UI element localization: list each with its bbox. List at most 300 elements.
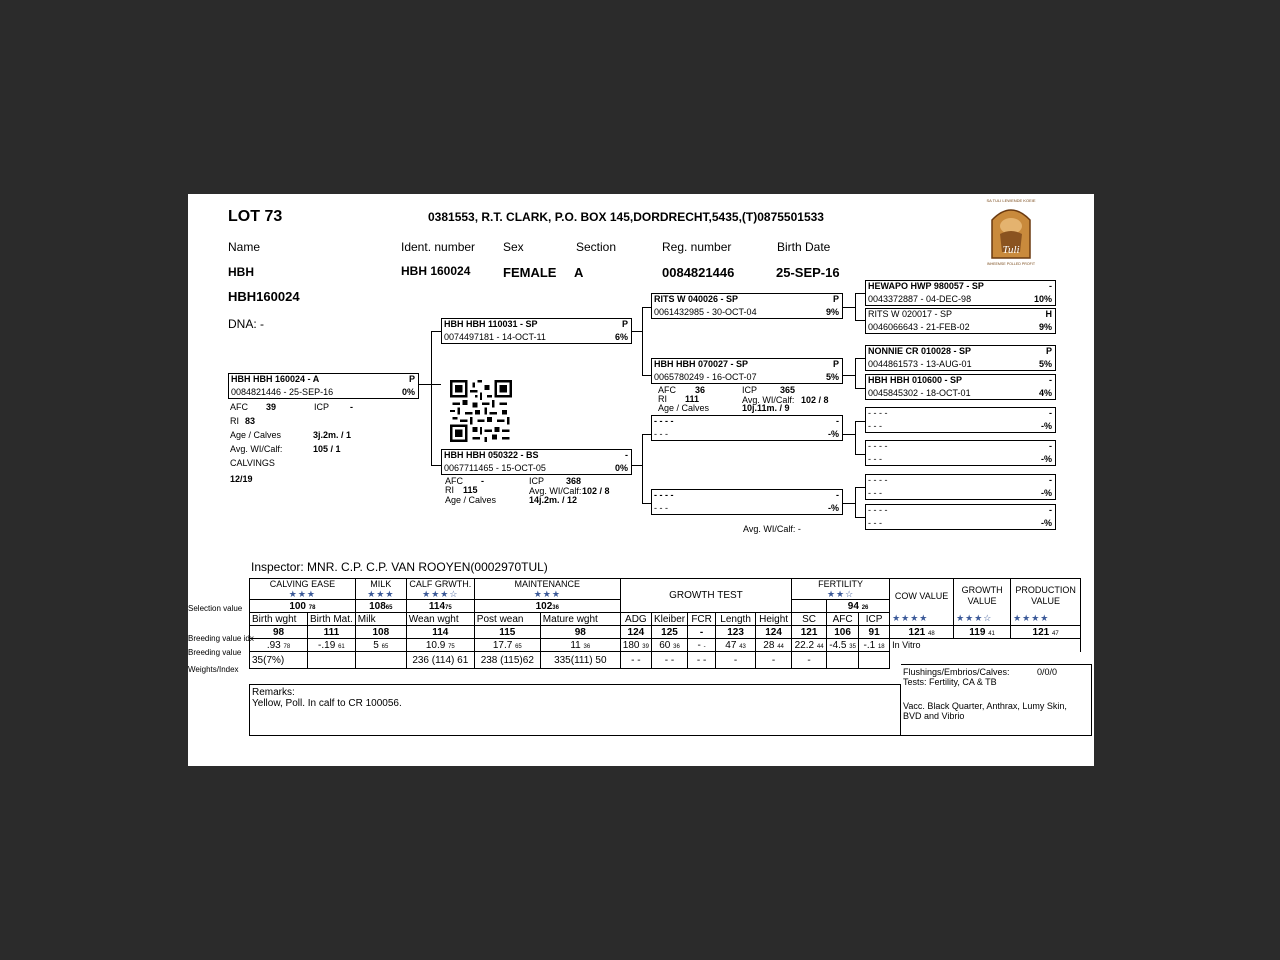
breeding-value-accuracy: 75 [448,643,455,650]
group-header-row [250,579,1081,600]
connector [843,307,855,308]
breeding-value-row [250,639,1081,652]
pedigree-id: RITS W 020017 - SP [868,309,953,319]
pedigree-id: HEWAPO HWP 980057 - SP [868,281,984,291]
calving-ease-header [250,579,356,600]
pedigree-flag: - [836,416,839,426]
selection-calf-acc: 75 [445,604,452,611]
pedigree-reg-date: - - - [868,518,882,528]
breeding-value-accuracy: 36 [673,643,680,650]
reg-label: Reg. number [662,240,732,254]
pedigree-reg-date: 0044861573 - 13-AUG-01 [868,359,972,369]
weights-index-cell [355,652,406,669]
cow-value-stars: ★★★★ [892,613,929,624]
dd-wi: Avg. WI/Calf: - [743,524,801,534]
pedigree-pct: 9% [1038,322,1052,332]
breeding-value: -.1 [863,639,876,651]
self-age: 3j.2m. / 1 [313,430,352,440]
pedigree-id: HBH HBH 070027 - SP [654,359,749,369]
sex-label: Sex [503,240,524,254]
self-ri-label: RI [230,416,239,426]
selection-calving [250,600,356,613]
pedigree-reg-date: - - - [868,421,882,431]
self-icp-label: ICP [314,402,330,412]
pedigree-flag: P [1045,346,1052,356]
breeding-value-cell [859,639,890,652]
breeding-value-accuracy: 18 [877,643,885,650]
connector [419,384,441,385]
connector [855,454,865,455]
breeding-value: 180 [622,639,640,651]
growth-value-header: GROWTH VALUE [954,579,1011,613]
calf-growth-header [406,579,474,600]
column-header: SC [792,613,827,626]
breeding-value-accuracy: 78 [283,643,291,650]
pedigree-flag: P [832,294,839,304]
value-index-number: 121 [1032,626,1050,638]
pedigree-pct: 0% [614,463,628,473]
connector [843,434,855,435]
pedigree-flag: - [625,450,628,460]
pedigree-id: - - - - [868,441,888,451]
breeding-value-cell [688,639,716,652]
connector [855,421,856,454]
dna-status: DNA: - [228,317,264,331]
connector [855,293,856,320]
weights-index-cell: - - [620,652,651,669]
weights-index-cell: 236 (114) 61 [406,652,474,669]
pedigree-reg-date: 0074497181 - 14-OCT-11 [444,332,546,342]
pedigree-reg-date: 0043372887 - 04-DEC-98 [868,294,972,304]
pedigree-reg-date: 0045845302 - 18-OCT-01 [868,388,971,398]
self-afc-label: AFC [230,402,248,412]
pedigree-id: - - - - [868,505,888,515]
maintenance-header [474,579,620,600]
connector [843,375,855,376]
pedigree-pct: -% [828,429,839,439]
breeding-value-accuracy: 65 [381,643,389,650]
pedigree-box-dam[interactable] [441,449,632,475]
connector [431,465,441,466]
pedigree-box-sss[interactable] [865,280,1056,306]
weights-index-cell [859,652,890,669]
pedigree-flag: - [1049,441,1052,451]
pedigree-pct: -% [1041,518,1052,528]
milk-stars: ★★★ [367,589,395,599]
breeding-value-accuracy: 44 [816,643,824,650]
production-value-stars-cell [1011,613,1081,626]
pedigree-reg-date: 0046066643 - 21-FEB-02 [868,322,970,332]
dam-wi: 102 / 8 [582,486,610,496]
breeding-value-cell [620,639,651,652]
breeding-value-cell [250,639,308,652]
breeding-value: 11 [570,639,581,651]
cow-value-header: COW VALUE [890,579,954,613]
column-header: Length [716,613,756,626]
dam-icp: 368 [566,476,582,486]
in-vitro: In Vitro [890,639,1081,652]
selection-calving-value: 100 [289,600,306,612]
pedigree-box-self[interactable] [228,373,419,399]
animal-section: A [574,265,584,280]
pedigree-flag: - [1049,475,1052,485]
breeding-index-cell: 124 [756,626,792,639]
dam-wi-label: Avg. WI/Calf: [529,486,582,496]
breeding-index-cell: 121 [792,626,827,639]
weights-index-cell: - - [688,652,716,669]
pedigree-box-ddd[interactable] [865,504,1056,530]
pedigree-id: RITS W 040026 - SP [654,294,739,304]
birth-label: Birth Date [777,240,831,254]
pedigree-pct: -% [1041,488,1052,498]
pedigree-flag: P [832,359,839,369]
sd-wi-label: Avg. WI/Calf: [742,395,795,405]
column-header: Mature wght [540,613,620,626]
calf-growth-title: CALF GRWTH. [409,579,472,589]
value-index-number: 119 [969,626,986,638]
breeding-index-cell: 106 [827,626,859,639]
breeding-value: 60 [659,639,671,651]
pedigree-flag: - [1049,281,1052,291]
connector [855,320,865,321]
breeding-value-cell [792,639,827,652]
flushings-value: 0/0/0 [1037,667,1058,677]
pedigree-id: - - - - [868,475,888,485]
pedigree-pct: 0% [401,387,415,397]
breeding-value-cell [716,639,756,652]
breeding-value-cell [540,639,620,652]
animal-tag: HBH160024 [228,289,300,304]
connector [855,358,856,388]
selection-fert [827,600,890,613]
breeding-value-accuracy: 61 [338,643,345,650]
evaluation-table [249,578,1081,669]
breeding-value: - [697,639,701,651]
pedigree-reg-date: - - - [654,429,668,439]
breeding-value-accuracy: 43 [739,643,746,650]
weights-index-cell: - [756,652,792,669]
selection-calf-value: 114 [428,600,446,612]
pedigree-flag: - [1049,375,1052,385]
maintenance-title: MAINTENANCE [514,579,581,589]
selection-milk [355,600,406,613]
flushings-label: Flushings/Embrios/Calves: [903,667,1010,677]
breeding-value-accuracy: 39 [642,643,649,650]
breeding-value-cell [355,639,406,652]
breeding-value-label: Breeding value [188,648,242,657]
weights-index-label: Weights/Index [188,665,239,674]
self-afc: 39 [266,402,277,412]
pedigree-pct: -% [828,503,839,513]
weights-index-cell: 35(7%) [250,652,308,669]
maintenance-stars: ★★★ [533,589,561,599]
weights-index-cell: 238 (115)62 [474,652,540,669]
sd-age: 10j.11m. / 9 [742,403,790,413]
column-header: Kleiber [651,613,687,626]
breeding-value-cell [474,639,540,652]
pedigree-box-sdd[interactable] [865,374,1056,400]
growth-value-stars-cell [954,613,1011,626]
animal-name: HBH [228,265,254,279]
selection-calving-acc: 78 [308,604,316,611]
selection-value-label: Selection value [188,604,243,613]
weights-index-cell: 335(111) 50 [540,652,620,669]
logo-line1: SA TULI LEWENDE KOEIE [986,198,1036,203]
cow-value-stars-cell [890,613,954,626]
calf-growth-stars: ★★★☆ [422,589,459,599]
breeding-value-cell [756,639,792,652]
connector [855,421,865,422]
connector [642,375,651,376]
dam-afc-label: AFC [445,476,463,486]
qr-code-icon [450,380,512,442]
pedigree-id: HBH HBH 010600 - SP [868,375,963,385]
pedigree-box-ds[interactable] [651,415,843,441]
breeding-value: 47 [725,639,737,651]
animal-birth: 25-SEP-16 [776,265,840,280]
self-calvings-label: CALVINGS [230,458,275,468]
tests-line: Tests: Fertility, CA & TB [903,677,997,687]
pedigree-reg-date: - - - [654,503,668,513]
pedigree-id: - - - - [654,490,674,500]
breeding-value-cell [406,639,474,652]
breeding-value: 28 [763,639,775,651]
pedigree-flag: P [621,319,628,329]
breeding-value-cell [308,639,356,652]
fertility-title: FERTILITY [818,579,864,589]
inspector: Inspector: MNR. C.P. C.P. VAN ROOYEN(0002970TUL) [251,560,548,574]
owner-details: 0381553, R.T. CLARK, P.O. BOX 145,DORDRECHT,5435,(T)0875501533 [428,210,824,224]
column-header: ICP [859,613,890,626]
animal-ident: HBH 160024 [401,264,471,278]
logo-brand: Tuli [1002,244,1020,256]
selection-milk-acc: 65 [385,604,393,611]
logo-line2: INHEEMSE POLLED PROFIT [986,262,1036,266]
selection-calf [406,600,474,613]
connector [855,358,865,359]
value-index-cow [890,626,954,639]
value-index-accuracy: 47 [1051,630,1059,637]
column-header: ADG [620,613,651,626]
pedigree-flag: P [408,374,415,384]
pedigree-id: HBH HBH 050322 - BS [444,450,539,460]
remarks-label: Remarks: [252,687,295,698]
connector [642,434,643,503]
growth-value-stars: ★★★☆ [956,613,993,624]
weights-index-cell [308,652,356,669]
pedigree-flag: - [1049,505,1052,515]
column-header: Birth wght [250,613,308,626]
pedigree-pct: 6% [614,332,628,342]
self-icp: - [350,402,353,412]
pedigree-pct: 9% [825,307,839,317]
milk-title: MILK [370,579,392,589]
sd-ri-label: RI [658,394,667,404]
column-header: Post wean [474,613,540,626]
pedigree-pct: -% [1041,421,1052,431]
selection-fert-acc: 26 [861,604,869,611]
connector [632,331,642,332]
pedigree-reg-date: 0061432985 - 30-OCT-04 [654,307,757,317]
column-header: FCR [688,613,716,626]
breeding-index-cell: 115 [474,626,540,639]
pedigree-pct: 10% [1033,294,1052,304]
sd-ri: 111 [685,394,700,404]
selection-fert-value: 94 [847,600,859,612]
pedigree-reg-date: 0065780249 - 16-OCT-07 [654,372,757,382]
calving-ease-title: CALVING EASE [269,579,336,589]
pedigree-flag: - [1049,408,1052,418]
sd-icp-label: ICP [742,385,758,395]
selection-empty [792,600,827,613]
pedigree-reg-date: 0084821446 - 25-SEP-16 [231,387,334,397]
pedigree-flag: - [836,490,839,500]
weights-index-cell: - - [651,652,687,669]
pedigree-pct: 5% [1038,359,1052,369]
fertility-stars: ★★☆ [826,589,855,599]
selection-maint [474,600,620,613]
column-header: Milk [355,613,406,626]
connector [855,388,865,389]
self-wi-label: Avg. WI/Calf: [230,444,283,454]
connector [855,487,865,488]
pedigree-id: HBH HBH 160024 - A [231,374,320,384]
breeding-index-cell: 108 [355,626,406,639]
breeding-value-cell [827,639,859,652]
breeding-value-accuracy: 35 [849,643,856,650]
breeding-value: .93 [266,639,281,651]
sd-icp: 365 [780,385,796,395]
pedigree-pct: -% [1041,454,1052,464]
tuli-logo [980,196,1042,272]
breeding-value-accuracy: 36 [583,643,591,650]
dam-afc: - [481,476,484,486]
animal-sex: FEMALE [503,265,557,280]
breeding-index-cell: 98 [250,626,308,639]
animal-reg: 0084821446 [662,265,735,280]
breeding-index-cell: 123 [716,626,756,639]
breeding-value-accuracy: 65 [515,643,522,650]
connector [632,465,642,466]
breeding-index-cell: 124 [620,626,651,639]
vacc-line-1: Vacc. Black Quarter, Anthrax, Lumy Skin, [903,701,1067,711]
breeding-value-accuracy: 44 [777,643,784,650]
connector [431,331,441,332]
pedigree-box-ssd[interactable] [865,308,1056,334]
production-value-header: PRODUCTION VALUE [1011,579,1081,613]
pedigree-reg-date: - - - [868,488,882,498]
weights-index-cell: - [792,652,827,669]
vacc-line-2: BVD and Vibrio [903,711,965,721]
remarks-text: Yellow, Poll. In calf to CR 100056. [252,698,402,709]
production-value-stars: ★★★★ [1013,613,1050,624]
selection-maint-acc: 36 [552,604,559,611]
dam-age: 14j.2m. / 12 [529,495,578,505]
breeding-index-cell: 98 [540,626,620,639]
pedigree-pct: 5% [825,372,839,382]
breeding-index-label: Breeding value idx [188,634,254,643]
pedigree-box-dsd[interactable] [865,440,1056,466]
breeding-value-accuracy: - [703,643,706,650]
pedigree-box-sd[interactable] [651,358,843,384]
pedigree-pct: 4% [1038,388,1052,398]
column-header: Height [756,613,792,626]
remarks-box [249,684,901,736]
value-index-accuracy: 41 [988,630,995,637]
connector [642,307,651,308]
self-ri: 83 [245,416,256,426]
value-index-number: 121 [908,626,926,638]
pedigree-box-sds[interactable] [865,345,1056,371]
milk-header [355,579,406,600]
pedigree-id: - - - - [654,416,674,426]
breeding-value: 17.7 [492,639,513,651]
connector [642,307,643,375]
connector [855,293,865,294]
breeding-value-cell [651,639,687,652]
breeding-index-row [250,626,1081,639]
connector [642,503,651,504]
column-header: AFC [827,613,859,626]
pedigree-id: NONNIE CR 010028 - SP [868,346,972,356]
connector [843,503,855,504]
pedigree-id: HBH HBH 110031 - SP [444,319,538,329]
value-index-pval [1011,626,1081,639]
breeding-index-cell: 125 [651,626,687,639]
breeding-value: -4.5 [829,639,847,651]
dam-age-label: Age / Calves [445,495,497,505]
breeding-index-cell: 91 [859,626,890,639]
connector [855,487,856,517]
section-label: Section [576,240,617,254]
connector [642,434,651,435]
dam-icp-label: ICP [529,476,545,486]
weights-index-cell: - [716,652,756,669]
pedigree-box-dss[interactable] [865,407,1056,433]
value-index-gval [954,626,1011,639]
sd-wi: 102 / 8 [801,395,829,405]
flushings-line [903,667,1089,677]
dam-ri: 115 [463,485,478,495]
pedigree-box-dd[interactable] [651,489,843,515]
certificate-sheet [188,194,1094,766]
selection-maint-value: 102 [535,600,553,612]
breeding-index-cell: 111 [308,626,356,639]
selection-milk-value: 108 [369,600,386,612]
growth-test-header: GROWTH TEST [620,579,791,613]
dam-ri-label: RI [445,485,454,495]
notes-box [901,664,1092,736]
pedigree-box-ss[interactable] [651,293,843,319]
pedigree-flag: H [1045,309,1052,319]
column-header: Birth Mat. [308,613,356,626]
pedigree-reg-date: - - - [868,454,882,464]
value-index-accuracy: 48 [927,630,935,637]
pedigree-reg-date: 0067711465 - 15-OCT-05 [444,463,546,473]
lot-number: LOT 73 [228,208,283,225]
ident-label: Ident. number [401,240,476,254]
breeding-value: 22.2 [794,639,815,651]
self-age-label: Age / Calves [230,430,282,440]
breeding-value: 10.9 [425,639,446,651]
pedigree-box-dds[interactable] [865,474,1056,500]
weights-index-cell [827,652,859,669]
fertility-header [792,579,890,600]
pedigree-box-sire[interactable] [441,318,632,344]
sd-afc: 36 [695,385,706,395]
breeding-value: -.19 [318,639,336,651]
connector [855,517,865,518]
